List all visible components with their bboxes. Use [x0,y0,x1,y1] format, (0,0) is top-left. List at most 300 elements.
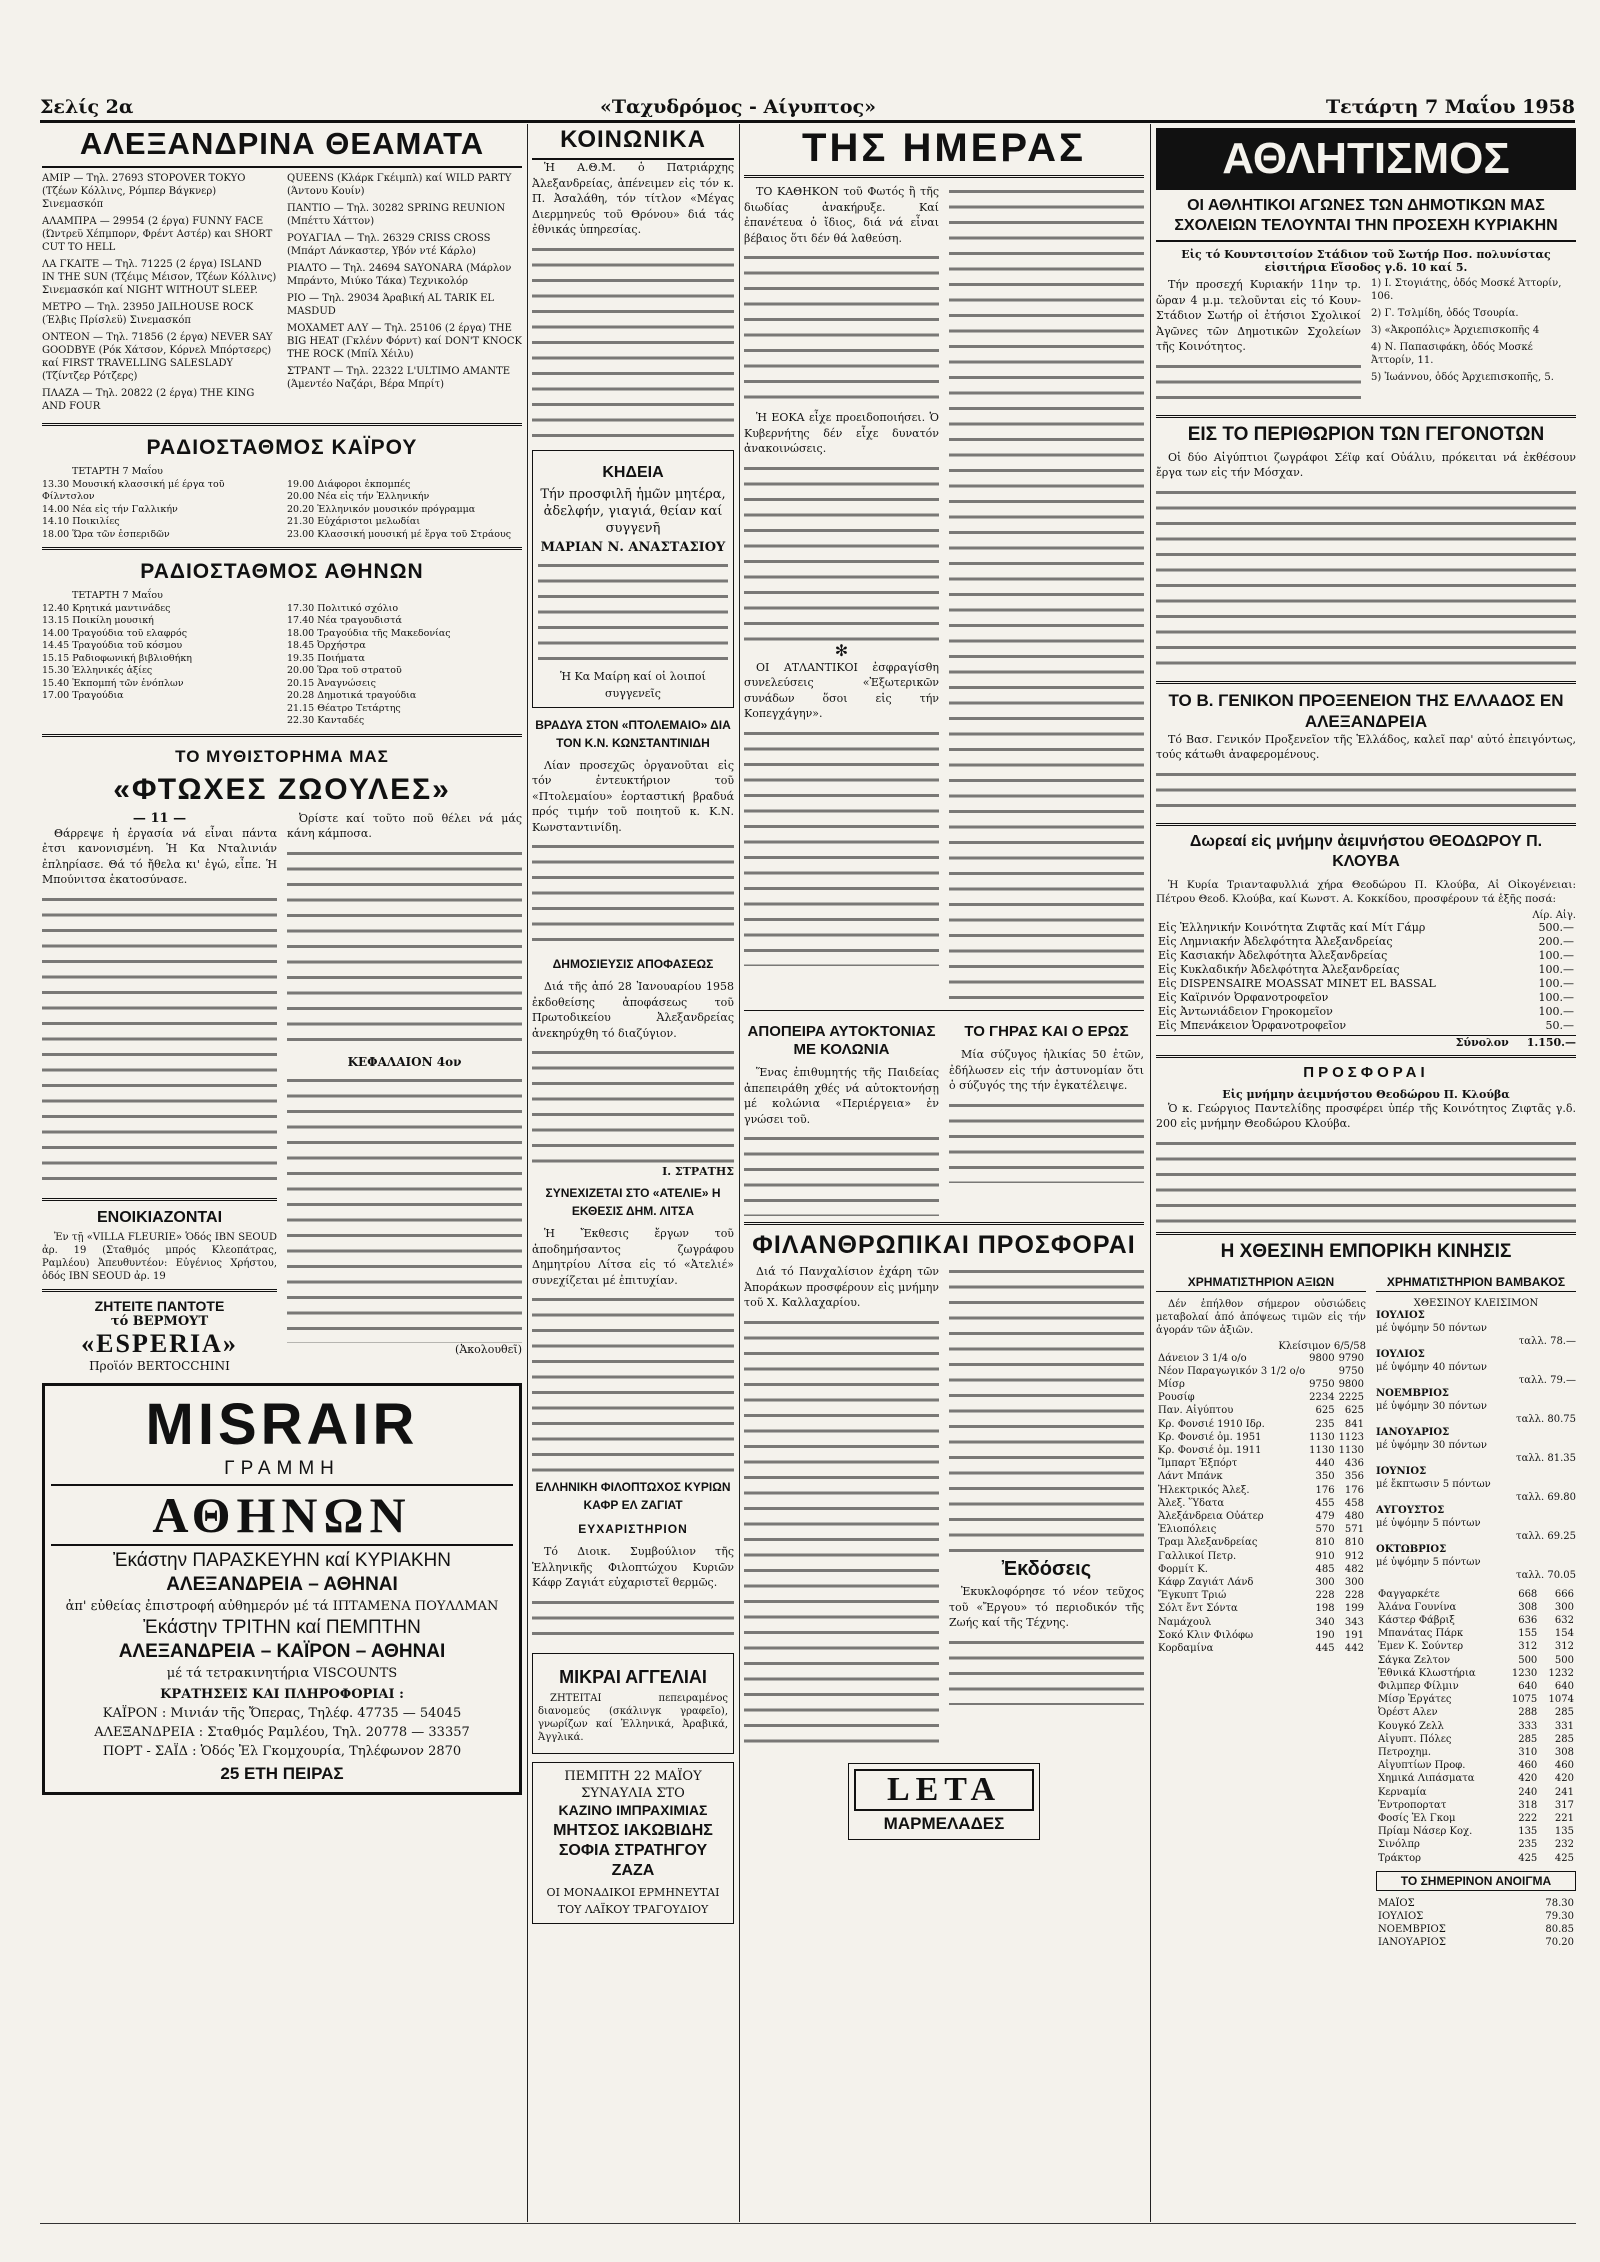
misrair-route-2: ΑΛΕΞΑΝΔΡΕΙΑ – ΚΑΪΡΟΝ – ΑΘΗΝΑΙ [118,1640,446,1662]
table-cell: 78.30 [1545,1897,1574,1909]
esperia-brand: «ESPERIA» [81,1328,238,1358]
list-item: ΠΛΑΖΑ — Τηλ. 20822 (2 έργα) THE KING AND FOUR [42,388,255,412]
list-item: ΣΤΡΑΝΤ — Τηλ. 22322 L'ULTIMO AMANTE (Άμεντέο Ναζάρι, Βέρα Μπρίτ) [287,366,511,390]
misrair-years: 25 ΕΤΗ ΠΕΙΡΑΣ [220,1763,344,1783]
table-cell: Κερναμία [1378,1786,1427,1798]
table-row [1156,1019,1576,1033]
text-block [538,558,728,668]
cotton-row [1376,1543,1576,1582]
table-cell: 310 [1518,1746,1538,1758]
classified-text: ΖΗΤΕΙΤΑΙ πεπειραμένος διανομεύς (σκάλινγκ γραφεῖο), γνωρίζων καί Ἑλληνικά, Ἀραβικά, Ἀγγλικά. [538,1692,728,1743]
table-cell: Εἰς Κασιακήν Ἀδελφότητα Ἀλεξανδρείας [1158,948,1388,962]
misrair-city: ΑΘΗΝΩΝ [51,1484,513,1546]
table-cell [1307,1365,1336,1378]
text-block [532,242,734,442]
table-row [1376,1640,1576,1653]
table-row [1376,1627,1576,1640]
cotton-row [1376,1504,1576,1543]
table-cell: 440 [1315,1458,1335,1470]
table-cell: 135 [1518,1826,1538,1838]
divider [42,734,522,737]
table-cell: Ἀλεξάνδρεια Οὐάτερ [1158,1510,1264,1522]
table-cell: 79.30 [1545,1910,1574,1922]
text-block [1156,359,1361,409]
memorial-text: Ἡ Κυρία Τριανταφυλλιά χήρα Θεοδώρου Π. Κλούβα, Αἱ Οἰκογένειαι: Πέτρου Θεοδ. Κλούβα, καί Κωνστ. Α. Κοκκίδου, προσφέρουν τά ἑξῆς ποσά: [1156,878,1576,905]
table-cell: 9800 [1309,1352,1335,1364]
table-cell: 232 [1554,1839,1574,1851]
cotton-table [1376,1588,1576,1865]
sports-lead: Εἰς τό Κουντσιτσίον Στάδιον τοῦ Σωτήρ Ποσ. πολυνίστας εἰσιτήρια Εἴσοδος γ.δ. 10 καί 5. [1181,248,1551,274]
text-block [287,846,522,1051]
cotton-row [1376,1426,1576,1465]
condolence-name: ΜΑΡΙΑΝ Ν. ΑΝΑΣΤΑΣΙΟΥ [540,539,726,555]
table-row [1376,1910,1576,1923]
table-cell: 425 [1554,1852,1574,1864]
leta-brand: LETA [854,1769,1034,1811]
table-row [1156,991,1576,1005]
table-cell: Αἰγυπτ. Πόλες [1378,1733,1452,1745]
table-cell: 135 [1554,1826,1574,1838]
table-row [1156,1378,1366,1391]
table-cell: 910 [1315,1550,1335,1562]
table-cell: ΝΟΕΜΒΡΙΟΣ [1378,1924,1446,1936]
cotton-month: ΙΟΥΛΙΟΣ [1376,1309,1425,1321]
table-cell: 500 [1518,1654,1538,1666]
column-news [744,124,1144,2222]
table-row [1156,1510,1366,1523]
list-item: 19.35 Ποιήματα [287,652,365,664]
notice-text: Ἐν τῇ «VILLA FLEURIE» Ὁδός ΙΒΝ SEOUD ἀρ. 19 (Σταθμός μπρός Κλεοπάτρας, Ραμλέου) Ἀπευθυντέον: Εὐγένιος Χρήστου, ὁδός ΙΒΝ SEOUD ἀρ. 19 [42,1231,277,1282]
offers-heading: ΠΡΟΣΦΟΡΑΙ [1303,1063,1429,1081]
table-cell: Κουγκό Ζελλ [1378,1720,1444,1732]
text-block [42,892,277,1192]
table-cell: 350 [1315,1471,1335,1483]
books-heading: Ἐκδόσεις [1001,1558,1092,1580]
table-cell: Ἡλεκτρικός Ἀλεξ. [1158,1484,1250,1496]
table-cell: 100.— [1538,962,1574,976]
old-age-heading: ΤΟ ΓΗΡΑΣ ΚΑΙ Ο ΕΡΩΣ [964,1023,1129,1040]
list-item: 21.15 Θέατρο Τετάρτης [287,702,401,714]
table-cell: 222 [1518,1812,1538,1824]
list-item: 17.00 Τραγούδια [42,690,124,701]
list-item: 18.45 Ὀρχήστρα [287,640,366,651]
divider [744,1222,1144,1225]
cotton-note: μέ ὑψόμην 50 πόντων [1376,1322,1487,1334]
offers-text: Ὁ κ. Γεώργιος Παντελίδης προσφέρει ὑπέρ τῆς Κοινότητος Ζιφτᾶς γ.δ. 200 εἰς μνήμην Θεοδώρου Κλούβα. [1156,1101,1576,1130]
table-cell: 425 [1518,1852,1538,1864]
table-cell: 300 [1554,1601,1574,1613]
list-item: 18.00 Ὥρα τῶν ἐσπεριδῶν [42,528,170,540]
table-row [1156,1470,1366,1483]
table-cell: 436 [1344,1458,1365,1470]
table-cell: 285 [1554,1733,1574,1745]
text-block [1156,1136,1576,1226]
table-cell: 500.— [1538,920,1574,934]
divider [42,547,522,550]
table-cell: 356 [1344,1471,1365,1483]
list-item: 21.30 Εὐχάριστοι μελωδίαι [287,516,421,527]
misrair-route-1: ΑΛΕΞΑΝΔΡΕΙΑ – ΑΘΗΝΑΙ [166,1573,398,1595]
table-cell: 221 [1554,1812,1574,1824]
table-cell: 640 [1554,1680,1574,1692]
stocks-table-head: Κλείσιμον 6/5/58 [1278,1340,1367,1352]
table-cell: Αἰγυπτίων Προφ. [1378,1760,1466,1772]
table-cell: Πετροχημ. [1378,1746,1432,1758]
misrair-schedule-1: Ἐκάστην ΠΑΡΑΣΚΕΥΗΝ καί ΚΥΡΙΑΚΗΝ [112,1549,451,1571]
table-cell: 191 [1344,1629,1365,1641]
paper-title: «Ταχυδρόμος - Αίγυπτος» [600,96,877,118]
table-row [1156,1497,1366,1510]
table-row [1156,1444,1366,1457]
misrair-line: ΓΡΑΜΜΗ [224,1457,340,1479]
exhibit-heading: ΣΥΝΕΧΙΖΕΤΑΙ ΣΤΟ «ΑΤΕΛΙΕ» Η ΕΚΘΕΣΙΣ ΔΗΜ. ΛΙΤΣΑ [545,1186,721,1218]
concert-day: ΠΕΜΠΤΗ 22 ΜΑΪΟΥ [564,1768,702,1784]
masthead [40,90,1575,123]
text-block [949,184,1144,1004]
table-cell: 1074 [1548,1694,1574,1706]
table-cell: Φιλμπερ Φίλμιν [1378,1680,1459,1692]
page-number: Σελίς 2α [40,96,134,118]
table-cell: 50.— [1545,1018,1574,1032]
table-cell: 199 [1344,1603,1365,1615]
condolence-sign: Ἡ Κα Μαίρη καί οἱ λοιποί συγγενεῖς [560,669,706,700]
memorial-total-label: Σύνολον [1455,1035,1509,1049]
radio-athens-left [42,603,277,728]
text-block [949,1264,1144,1554]
list-item: 15.40 Ἐκπομπή τῶν ἐνόπλων [42,677,184,689]
table-cell: 9750 [1309,1378,1335,1390]
table-cell: 285 [1518,1733,1538,1745]
table-row [1376,1838,1576,1851]
list-item: 22.30 Κανταδές [287,715,365,726]
table-cell: 841 [1344,1418,1365,1430]
table-row [1156,1642,1366,1655]
table-row [1156,1418,1366,1431]
list-item: ΡΙΑΛΤΟ — Τηλ. 24694 SAYONARA (Μάρλον Μπράντο, Μιύκο Τάκα) Τεχνικολόρ [287,263,512,287]
stocks-heading: ΧΡΗΜΑΤΙΣΤΗΡΙΟΝ ΑΞΙΩΝ [1156,1273,1366,1292]
divider [42,1289,277,1292]
column-social [532,124,734,2222]
suicide-heading: ΑΠΟΠΕΙΡΑ ΑΥΤΟΚΤΟΝΙΑΣ ΜΕ ΚΟΛΩΝΙΑ [747,1023,936,1058]
table-cell: 155 [1518,1628,1538,1640]
list-item: 20.28 Δημοτικά τραγούδια [287,690,417,701]
list-item: QUEENS (Κλάρκ Γκέιμπλ) καί WILD PARTY (Άντονυ Κουίν) [287,173,512,197]
stocks-text: Δέν ἐπήλθον σήμερον οὐσιώδεις μεταβολαί ἀπό ἀπόψεως τιμῶν εἰς τήν ἀγοράν τῶν ἀξιῶν. [1156,1298,1367,1336]
social-text: Ἡ Α.Θ.Μ. ὁ Πατριάρχης Ἀλεξανδρείας, ἀπένειμεν εἰς τόν κ. Π. Ἀσαλάθη, τόν τίτλον «Μέγας Διερμηνεύς τοῦ Θρόνου» διά τάς ἐθνικάς ὑπηρεσίας. [532,161,734,236]
table-row [1376,1654,1576,1667]
table-cell: Εἰς Μπενάκειον Ὀρφανοτροφεῖον [1158,1018,1347,1032]
table-cell: 176 [1344,1484,1365,1496]
table-row [1376,1680,1576,1693]
concert-place: ΚΑΖΙΝΟ ΙΜΠΡΑΧΙΜΙΑΣ [558,1801,708,1818]
cotton-value: ταλλ. 78.— [1518,1335,1576,1347]
table-cell: 331 [1554,1720,1574,1732]
table-cell: 479 [1315,1510,1335,1522]
table-cell: 100.— [1538,1004,1574,1018]
table-cell: 460 [1518,1760,1538,1772]
table-row [1376,1667,1576,1680]
divider [744,1010,1144,1011]
chapter-heading: ΚΕΦΑΛΑΙΟΝ 4ον [347,1054,462,1069]
table-cell: Ἐμεν Κ. Σούντερ [1378,1641,1464,1653]
news-paragraph-2: Ἡ ΕΟΚΑ εἶχε προειδοποιήσει. Ὁ Κυβερνήτης δέν εἶχε δυνατόν ἀνακοινώσεις. [744,411,939,455]
radio-cairo-left [42,479,277,542]
cotton-row [1376,1309,1576,1348]
theatres-left [42,172,277,417]
table-row [1376,1812,1576,1825]
table-cell: Σόλτ ἔντ Σόντα [1158,1603,1238,1615]
cotton-note: μέ ὑψόμην 30 πόντων [1376,1439,1487,1451]
radio-cairo-schedule [42,479,522,542]
table-cell: 571 [1344,1524,1365,1536]
concert-ad [532,1762,734,1924]
cotton-value: ταλλ. 80.75 [1516,1413,1576,1425]
philanthropy-text: Διά τό Πανχαλίσιον ἐχάρη τῶν Ἀποράκων προσφέρουν εἰς μνήμην τοῦ Χ. Καλλαχαρίου. [744,1265,939,1309]
table-row [1156,1589,1366,1602]
misrair-ad [42,1383,522,1795]
memorial-table [1156,921,1576,1033]
auction-heading: ΔΗΜΟΣΙΕΥΣΙΣ ΑΠΟΦΑΣΕΩΣ [552,957,714,971]
table-row [1156,1576,1366,1589]
sports-subheading: ΟΙ ΑΘΛΗΤΙΚΟΙ ΑΓΩΝΕΣ ΤΩΝ ΔΗΜΟΤΙΚΩΝ ΜΑΣ ΣΧΟΛΕΙΩΝ ΤΕΛΟΥΝΤΑΙ ΤΗΝ ΠΡΟΣΕΧΗ ΚΥΡΙΑΚΗΝ [1156,196,1576,242]
list-item: 17.40 Νέα τραγουδιστά [287,615,402,626]
table-row [1156,1365,1366,1378]
text-block [532,1045,734,1165]
table-cell: 154 [1554,1628,1574,1640]
cotton-value: ταλλ. 69.80 [1516,1491,1576,1503]
text-block [744,250,939,410]
radio-athens-day: ΤΕΤΑΡΤΗ 7 Μαΐου [72,590,163,601]
table-cell: Γαλλικοί Πετρ. [1158,1550,1237,1562]
list-item: 23.00 Κλασσική μουσική μέ ἔργα τοῦ Στράους [287,528,512,540]
table-cell: 1130 [1309,1444,1335,1456]
list-item: ΟΝΤΕΟΝ — Τηλ. 71856 (2 έργα) NEVER SAY GOODBYE (Ρόκ Χάτσον, Κόρνελ Μπόρτσερς) καί FIRST TRAVELLING SALESLADY (Τζίντζερ Ρότζερς) [42,332,273,382]
classified-box [532,1653,734,1754]
table-cell: 1130 [1338,1444,1365,1456]
paper-date: Τετάρτη 7 Μαΐου 1958 [1326,96,1575,118]
table-cell: 1130 [1309,1431,1335,1443]
table-cell: 482 [1344,1563,1365,1575]
table-row [1376,1772,1576,1785]
misrair-info-portsaid: ΠΟΡΤ - ΣΑΪΔ : Ὁδός Ἐλ Γκομχουρία, Τηλέφωνον 2870 [102,1743,462,1759]
table-cell: 9790 [1338,1352,1365,1364]
table-cell: Κρ. Φονσιέ ὀμ. 1951 [1158,1431,1262,1443]
table-row [1376,1733,1576,1746]
list-item: ΑΜΙΡ — Τηλ. 27693 STOPOVER TOKYO (Τζέων Κόλλινς, Ρόμπερ Βάγκνερ) Σινεμασκόπ [42,173,246,210]
books-text: Ἐκυκλοφόρησε τό νέον τεῦχος τοῦ «Ἔργου» τό περιοδικόν τῆς Ζωής καί τῆς Τέχνης. [949,1585,1144,1629]
table-cell: 420 [1518,1773,1538,1785]
list-item: 12.40 Κρητικά μαντινάδες [42,602,171,614]
table-cell: 485 [1315,1563,1335,1575]
table-cell: 810 [1315,1537,1335,1549]
list-item: 3) «Ἀκροπόλις» Ἀρχιεπισκοπῆς 4 [1371,325,1540,336]
classified-heading: ΜΙΚΡΑΙ ΑΓΓΕΛΙΑΙ [559,1666,707,1687]
table-row [1376,1588,1576,1601]
offers-subheading: Εἰς μνήμην ἀειμνήστου Θεοδώρου Π. Κλούβα [1222,1087,1510,1101]
table-cell: Ρουσίφ [1158,1392,1195,1404]
cotton-month: ΙΟΥΛΙΟΣ [1376,1348,1425,1360]
table-row [1156,1523,1366,1536]
table-cell: 176 [1315,1484,1335,1496]
novel-paragraph-2: Ὀρίστε καί τοῦτο ποῦ θέλει νά μάς κάνη κάμποσα. [287,811,522,840]
table-cell: Σινόλπρ [1378,1839,1420,1851]
table-cell: 100.— [1538,948,1574,962]
table-cell: 912 [1344,1550,1365,1562]
table-cell: 2225 [1338,1392,1365,1404]
list-item: 14.45 Τραγούδια τοῦ κόσμου [42,640,183,651]
text-block [744,1131,939,1216]
list-item: 18.00 Τραγούδια τῆς Μακεδονίας [287,627,451,639]
table-row [1156,1352,1366,1365]
novel-continued: (Ἀκολουθεῖ) [455,1342,522,1356]
table-row [1156,1602,1366,1615]
table-row [1156,1484,1366,1497]
condolence-text: Τήν προσφιλῆ ἡμῶν μητέρα, ἀδελφήν, γιαγιά, θείαν καί συγγενῆ [540,486,726,536]
novel-paragraph: Θάρρεψε ἡ ἐργασία νά εἶναι πάντα ἐτσι κανονισμένη. Ἡ Κα Νταλινιάν ἐπληρίασε. Θά τό ἤθελα κι' ἐγώ, εἶπε. Ἡ Μπούνιτσα ἑκατοσύνασε. [42,826,277,886]
divider [1156,415,1576,418]
table-cell: 288 [1518,1707,1538,1719]
table-cell: Ἔγκυπτ Τριώ [1158,1590,1227,1602]
table-cell: 625 [1344,1405,1365,1417]
table-cell: Νέον Παραγωγικόν 3 1/2 ο/ο [1158,1365,1306,1377]
news-paragraph-1: ΤΟ ΚΑΘΗΚΟΝ τοῦ Φωτός ἢ τῆς διωδίας ἀνακήρυξε. Καί ἐπανέτευα ὁ ἴδιος, διά νά εἶναι βέβαιος ὅτι δέν θά λαθεύση. [744,185,939,245]
list-item: 14.10 Ποικιλίες [42,516,120,527]
table-cell: 198 [1315,1603,1335,1615]
table-cell: 420 [1554,1773,1574,1785]
table-cell: 666 [1554,1588,1574,1600]
table-cell: 300 [1315,1576,1335,1588]
sports-body [1156,277,1576,409]
auction-text: Διά τῆς ἀπό 28 Ἰανουαρίου 1958 ἐκδοθείσης ἀποφάσεως τοῦ Πρωτοδικείου Ἀλεξανδρείας ἀνεκηρύχθη τό διαζύγιον. [532,980,734,1040]
table-cell: Ναμάχουλ [1158,1616,1212,1628]
column-rule [527,124,528,2222]
footer-rule [40,2223,1576,2224]
table-cell: Δάνειον 3 1/4 ο/ο [1158,1352,1247,1364]
sports-text: Τήν προσεχή Κυριακήν 11ην τρ. ὥραν 4 μ.μ. τελοῦνται εἰς τό Κουν-Στάδιον Σωτήρ οἱ ἐτήσιοι Σχολικοί Ἀγῶνες τῶν Δημοτικῶν Σχολείων τῆς Κοινότητος. [1156,278,1361,353]
theatres-right [287,172,522,417]
table-cell: Κάστερ Φάβριξ [1378,1614,1455,1626]
text-block [1156,485,1576,675]
leta-ad [848,1763,1040,1840]
list-item: 4) Ν. Παπασιφάκη, ὁδός Μοσκέ Ἀττορίν, 11. [1371,342,1533,366]
table-cell: 312 [1554,1641,1574,1653]
sports-list [1371,277,1576,405]
notice-heading: ΕΝΟΙΚΙΑΖΟΝΤΑΙ [96,1208,223,1226]
table-cell: Σοκό Κλιν Φιλόφω [1158,1629,1254,1641]
table-cell: Φοσίς Ἐλ Γκομ [1378,1812,1456,1824]
condolence-box [532,450,734,708]
table-row [1156,1550,1366,1563]
column-rule [739,124,740,2222]
cotton-note: μέ ἔκπτωσιν 5 πόντων [1376,1478,1491,1490]
exhibit-text: Ἡ Ἔκθεσις ἔργων τοῦ ἀποδημήσαντος ζωγράφου Δημητρίου Λίτσα εἰς τό «Ἀτελιέ» συνεχίζεται μέ ἐπιτυχίαν. [532,1227,734,1287]
table-row [1156,1005,1576,1019]
theatres-listing [42,172,522,417]
margin-text: Οἱ δύο Αἰγύπτιοι ζωγράφοι Σέϊφ καί Οὐάλιυ, πρόκειται νά ἐκθέσουν ἔργα των εἰς τήν Μόσχαν. [1156,450,1576,479]
table-cell: 1230 [1511,1667,1538,1679]
table-cell: Κορδαμίνα [1158,1642,1214,1654]
misrair-note-1: ἀπ' εὐθείας ἐπιστροφή αὐθημερόν μέ τά ΙΠΤΑΜΕΝΑ ΠΟΥΛΛΜΑΝ [65,1598,499,1614]
concert-note: ΟΙ ΜΟΝΑΔΙΚΟΙ ΕΡΜΗΝΕΥΤΑΙ ΤΟΥ ΛΑΪΚΟΥ ΤΡΑΓΟΥΔΙΟΥ [546,1885,720,1916]
table-cell: Εἰς Λημνιακήν Ἀδελφότητα Ἀλεξανδρείας [1158,934,1393,948]
table-cell: 308 [1518,1601,1538,1613]
table-cell: 460 [1554,1760,1574,1772]
esperia-ad [42,1298,277,1373]
memorial-total: 1.150.— [1526,1035,1576,1049]
table-row [1156,1404,1366,1417]
table-cell: 228 [1344,1590,1365,1602]
table-row [1376,1852,1576,1865]
cotton-value: ταλλ. 81.35 [1516,1452,1576,1464]
misrair-info-title: ΚΡΑΤΗΣΕΙΣ ΚΑΙ ΠΛΗΡΟΦΟΡΙΑΙ : [160,1686,404,1702]
column-entertainment [42,124,522,2222]
text-block [949,1635,1144,1705]
esperia-maker: Προϊόν BERTOCCHINI [89,1358,230,1373]
cotton-row [1376,1465,1576,1504]
cotton-note: μέ ὑψόμην 30 πόντων [1376,1400,1487,1412]
list-item: 14.00 Νέα εἰς τήν Γαλλικήν [42,503,178,515]
list-item: 17.30 Πολιτικό σχόλιο [287,602,399,614]
old-age-text: Μία σύζυγος ἡλικίας 50 ἐτῶν, ἐδήλωσεν εἰς τήν ἀστυνομίαν ὅτι ὁ σύζυγός της τήν ἐγκατέλειψε. [949,1048,1144,1092]
list-item: ΡΟΥΑΓΙΑΛ — Τηλ. 26329 CRISS CROSS (Μπάρτ Λάνκαστερ, Υβόν ντέ Κάρλο) [287,233,491,257]
text-block [287,1073,522,1343]
consulate-heading: ΤΟ Β. ΓΕΝΙΚΟΝ ΠΡΟΞΕΝΕΙΟΝ ΤΗΣ ΕΛΛΑΔΟΣ ΕΝ ΑΛΕΞΑΝΔΡΕΙΑ [1168,690,1564,731]
table-cell: Εἰς DISPENSAIRE MOASSAT MINET EL BASSAL [1158,976,1436,990]
table-cell: 9750 [1338,1365,1365,1377]
list-item: ΡΙΟ — Τηλ. 29034 Άραβική AL TARIK EL MASDUD [287,293,495,317]
table-cell: Εἰς Ἑλληνικήν Κοινότητα Ζιφτᾶς καί Μίτ Γάμρ [1158,920,1426,934]
sports-heading: ΑΘΛΗΤΙΣΜΟΣ [1156,128,1576,190]
table-row [1156,1391,1366,1404]
table-cell: Φορμίτ Κ. [1158,1563,1208,1575]
table-cell: Ἀλεξ. Ὕδατα [1158,1497,1225,1509]
novel-title: «ΦΤΩΧΕΣ ΖΩΟΥΛΕΣ» [113,772,451,806]
table-row [1156,977,1576,991]
news-short-items [744,1017,1144,1216]
table-cell: Σάγκα Ζελτον [1378,1654,1451,1666]
cotton-month: ΟΚΤΩΒΡΙΟΣ [1376,1543,1447,1555]
cotton-row [1376,1387,1576,1426]
event-text: Λίαν προσεχῶς ὀργανοῦται εἰς τόν ἐντευκτήριον τοῦ «Πτολεμαίου» ἑορταστική βραδυά πρός τιμήν τοῦ ποιητοῦ κ. Κ.Ν. Κωνσταντινίδη. [532,758,734,834]
list-item: ΠΑΝΤΙΟ — Τηλ. 30282 SPRING REUNION (Μπέττυ Χάττον) [287,203,506,227]
text-block [949,1098,1144,1183]
table-cell: Ἐθνικά Κλωστήρια [1378,1667,1476,1679]
radio-athens-right [287,603,522,728]
table-cell: 285 [1554,1707,1574,1719]
consulate-text: Τό Βασ. Γενικόν Προξενεῖον τῆς Ἑλλάδος, καλεῖ παρ' αὐτό ἐπειγόντως, τούς κάτωθι ἀναφερομένους. [1156,732,1576,761]
table-cell: 241 [1554,1786,1574,1798]
table-cell: 235 [1315,1418,1335,1430]
table-cell: 200.— [1538,934,1574,948]
table-row [1156,1616,1366,1629]
table-cell: Χημικά Λιπάσματα [1378,1773,1475,1785]
table-cell: Μίσρ [1158,1378,1185,1390]
thanks-subheading: ΕΥΧΑΡΙΣΤΗΡΙΟΝ [578,1522,688,1536]
table-cell: 1232 [1548,1667,1574,1679]
table-row [1156,935,1576,949]
radio-athens-schedule [42,603,522,728]
today-table [1376,1897,1576,1950]
cotton-note: μέ ὑψόμην 5 πόντων [1376,1556,1481,1568]
radio-cairo-day: ΤΕΤΑΡΤΗ 7 Μαΐου [72,466,163,477]
table-cell: 312 [1518,1641,1538,1653]
table-cell: 636 [1518,1614,1538,1626]
list-item: 20.15 Ἀναγνώσεις [287,677,376,689]
list-item: 15.30 Ἑλληνικές ἀξίες [42,665,153,676]
table-cell: Παν. Αἰγύπτου [1158,1405,1234,1417]
table-cell: 640 [1518,1680,1538,1692]
social-heading: ΚΟΙΝΩΝΙΚΑ [532,124,734,160]
